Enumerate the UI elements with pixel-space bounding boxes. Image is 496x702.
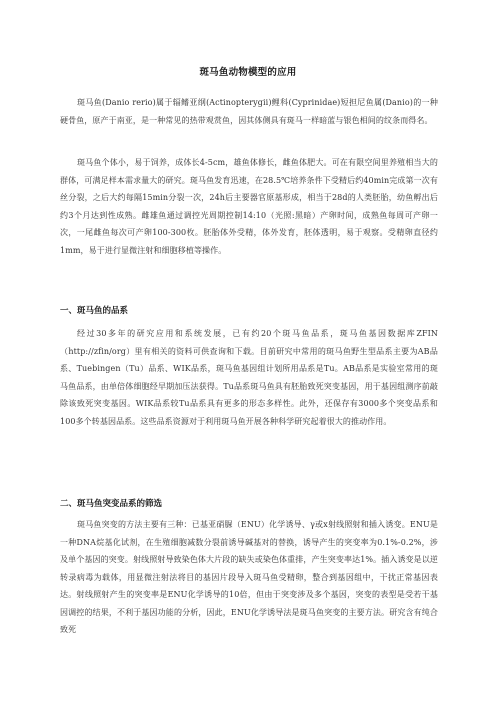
intro-paragraph-1: 斑马鱼(Danio rerio)属于辐鳍亚纲(Actinopterygii)鲤科(Cyprinidae)短担尼鱼属(Danio)的一种硬骨鱼，原产于南亚，是一种常见的热带观赏鱼，因其体侧具有斑马一样暗蓝与银色相间的纹条而得名。 — [60, 98, 438, 125]
document-title: 斑马鱼动物模型的应用 — [199, 67, 297, 78]
section-paragraph-strains: 经过30多年的研究应用和系统发展，已有约20个斑马鱼品系，斑马鱼基因数据库ZFIN（http://zfin/org）里有相关的资料可供查询和下载。目前研究中常用的斑马鱼野生型品系主要为AB品系、Tuebingen（Tu）品系、WIK品系，斑马鱼基因组计划所用品系是Tu。AB品系是实验室常用的斑马鱼品系，由单倍体细胞经早期加压法获得。Tu品系斑马鱼具有胚胎致死突变基因，用于基因组测序前敲除该致死突变基因。WIK品系较Tu品系具有更多的形态多样性。此外，还保存有3000多个突变品系和100多个转基因品系。这些品系资源对于利用斑马鱼开展各种科学研究起着很大的推动作用。 — [60, 329, 438, 426]
section-heading-mutant-screening: 二、斑马鱼突变品系的筛选 — [60, 499, 163, 509]
section-paragraph-mutant-screening: 斑马鱼突变的方法主要有三种：已基亚硝脲（ENU）化学诱导、γ或x射线照射和插入诱变。ENU是一种DNA烷基化试剂，在生殖细胞减数分裂前诱导碱基对的替换，诱导产生的突变率为0.1%-0.2%，涉及单个基因的突变。射线照射导致染色体大片段的缺失或染色体重排，产生突变率达1%。插入诱变是以逆转录病毒为载体，用显微注射法将目的基因片段导入斑马鱼受精卵，整合到基因组中，干扰正常基因表达。射线照射产生的突变率是ENU化学诱导的10倍，但由于突变涉及多个基因，突变的表型是受若干基因调控的结果，不利于基因功能的分析，因此，ENU化学诱导法是斑马鱼突变的主要方法。研究含有纯合致死 — [60, 520, 438, 634]
intro-paragraph-2: 斑马鱼个体小，易于饲养，成体长4-5cm，雄鱼体修长，雌鱼体肥大。可在有限空间里养殖相当大的群体，可满足样本需求量大的研究。斑马鱼发育迅速，在28.5℃培养条件下受精后约40min完成第一次有丝分裂，之后大约每隔15min分裂一次，24h后主要器官原基形成，相当于28d的人类胚胎，幼鱼孵出后约3个月达到性成熟。雌雄鱼通过调控光周期控制14:10（光照:黑暗）产卵时间，成熟鱼每周可产卵一次，一尾雌鱼每次可产卵100-300枚。胚胎体外受精，体外发育，胚体透明，易于观察。受精卵直径约1mm，易于进行显微注射和细胞移植等操作。 — [60, 158, 438, 255]
section-heading-strains: 一、斑马鱼的品系 — [60, 306, 129, 316]
